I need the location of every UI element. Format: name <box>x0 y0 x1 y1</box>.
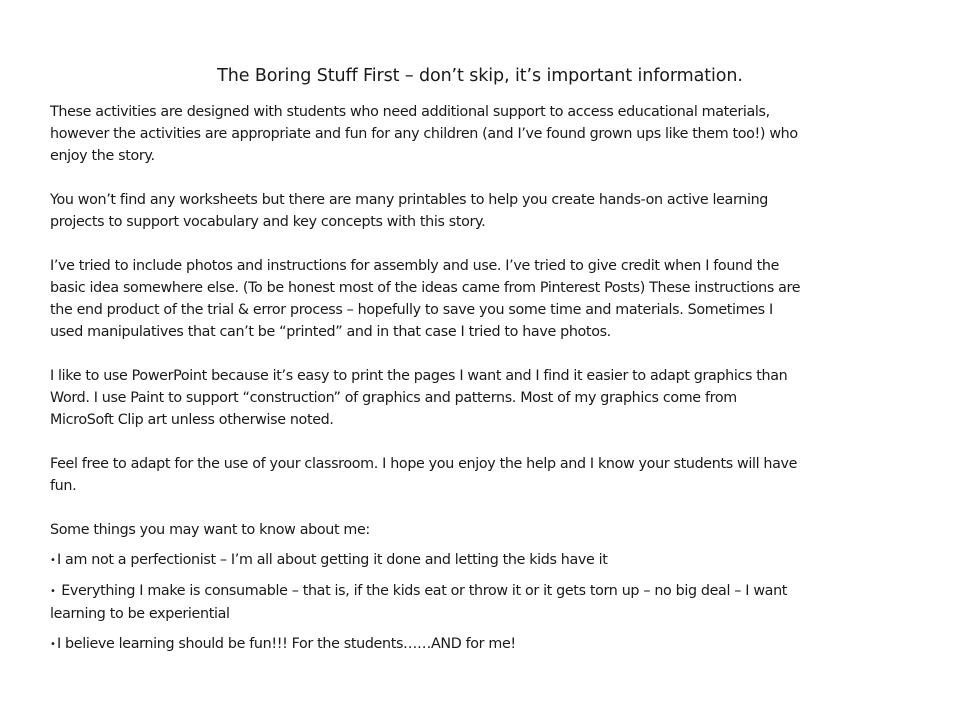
about-intro: Some things you may want to know about me: <box>50 522 370 538</box>
text-line: learning to be experiential <box>50 606 230 622</box>
bullet-icon: • <box>50 639 56 650</box>
text-line: These activities are designed with students who need additional support to access educational materials, <box>50 104 770 120</box>
text-line: however the activities are appropriate and fun for any children (and I’ve found grown ups like them too!) who <box>50 126 798 142</box>
text-line: the end product of the trial & error process – hopefully to save you some time and materials. Sometimes I <box>50 302 773 318</box>
paragraph-purpose <box>50 101 912 167</box>
text-line: Feel free to adapt for the use of your classroom. I hope you enjoy the help and I know your students will have <box>50 456 798 472</box>
text-line: projects to support vocabulary and key concepts with this story. <box>50 214 486 230</box>
text-line: Word. I use Paint to support “construction” of graphics and patterns. Most of my graphics come from <box>50 390 737 406</box>
bullet-item-consumable <box>50 580 912 625</box>
bullet-text: I am not a perfectionist – I’m all about getting it done and letting the kids have it <box>57 552 608 568</box>
text-line <box>50 549 912 572</box>
text-line: I’ve tried to include photos and instructions for assembly and use. I’ve tried to give credit when I found the <box>50 258 780 274</box>
bullet-item-perfectionist <box>50 549 912 572</box>
text-line: I like to use PowerPoint because it’s easy to print the pages I want and I find it easier to adapt graphics than <box>50 368 788 384</box>
text-line: basic idea somewhere else. (To be honest most of the ideas came from Pinterest Posts) These instructions are <box>50 280 801 296</box>
slide-title: The Boring Stuff First – don’t skip, it’s important information. <box>217 66 743 86</box>
text-line <box>50 633 912 656</box>
paragraph-photos-instructions <box>50 255 912 343</box>
text-line <box>50 580 912 603</box>
text-line: fun. <box>50 478 77 494</box>
paragraph-printables <box>50 189 912 233</box>
text-line: used manipulatives that can’t be “printed” and in that case I tried to have photos. <box>50 324 611 340</box>
text-line: MicroSoft Clip art unless otherwise noted. <box>50 412 334 428</box>
bullet-text: Everything I make is consumable – that is, if the kids eat or throw it or it gets torn up – no big deal – I want <box>57 583 788 599</box>
bullet-icon: • <box>50 555 56 566</box>
bullet-text: I believe learning should be fun!!! For the students……AND for me! <box>57 636 516 652</box>
bullet-item-fun <box>50 633 912 656</box>
paragraph-tools <box>50 365 912 431</box>
text-line: You won’t find any worksheets but there are many printables to help you create hands-on active learning <box>50 192 769 208</box>
paragraph-adapt <box>50 453 912 497</box>
bullet-icon: • <box>50 586 56 597</box>
text-line: enjoy the story. <box>50 148 155 164</box>
slide-body <box>50 101 912 664</box>
